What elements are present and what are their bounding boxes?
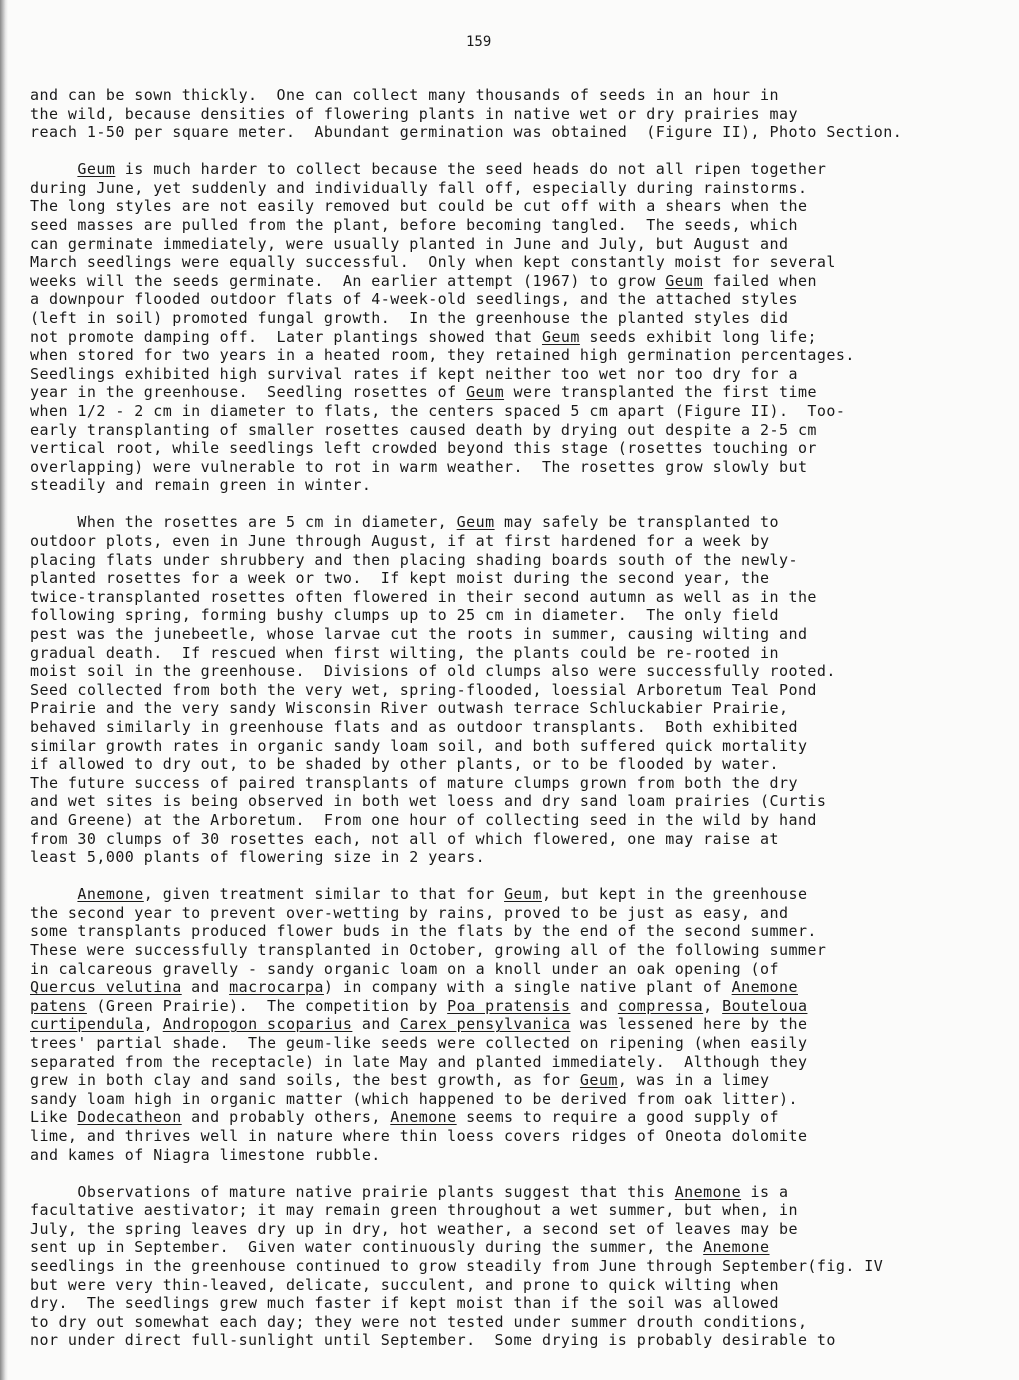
text-run: grew in both clay and sand soils, the best growth, as for [30, 1071, 580, 1090]
text-line [30, 1108, 1019, 1127]
text-run: was lessened here by the [570, 1015, 808, 1034]
underlined-term: Geum [665, 271, 704, 290]
paragraph [30, 160, 1019, 495]
text-line [30, 588, 1019, 607]
text-run: facultative aestivator; it may remain green throughout a wet summer, but when, in [30, 1201, 798, 1220]
text-run: These were successfully transplanted in October, growing all of the following summer [30, 941, 827, 960]
text-line [30, 253, 1019, 272]
text-run: and [570, 996, 618, 1015]
underlined-term: patens [30, 996, 87, 1015]
underlined-term: Geum [466, 383, 505, 402]
text-run: the second year to prevent over-wetting by rains, proved to be just as easy, and [30, 903, 789, 922]
text-line [30, 737, 1019, 756]
text-run: weeks will the seeds germinate. An earlier attempt (1967) to grow [30, 271, 666, 290]
text-line [30, 922, 1019, 941]
underlined-term: curtipendula [30, 1015, 144, 1034]
scan-page-edge [0, 0, 8, 1380]
text-run: gradual death. If rescued when first wilting, the plants could be re-rooted in [30, 643, 779, 662]
underlined-term: macrocarpa [229, 978, 324, 997]
underlined-term: Geum [456, 513, 495, 532]
underlined-term: Geum [541, 327, 580, 346]
text-line [30, 513, 1019, 532]
text-line [30, 1183, 1019, 1202]
text-line [30, 1015, 1019, 1034]
text-line [30, 755, 1019, 774]
text-line [30, 904, 1019, 923]
text-run: not promote damping off. Later plantings showed that [30, 327, 542, 346]
text-run: planted rosettes for a week or two. If kept moist during the second year, the [30, 569, 770, 588]
text-run: when 1/2 - 2 cm in diameter to flats, the centers spaced 5 cm apart (Figure II). Too- [30, 402, 846, 420]
text-line [30, 272, 1019, 291]
text-line [30, 774, 1019, 793]
text-run: Seed collected from both the very wet, spring-flooded, loessial Arboretum Teal Pond [30, 680, 817, 699]
text-line [30, 1331, 1019, 1350]
text-line [30, 1127, 1019, 1146]
underlined-term: Anemone [674, 1182, 742, 1201]
text-run: behaved similarly in greenhouse flats and as outdoor transplants. Both exhibited [30, 718, 798, 736]
text-run [30, 885, 77, 903]
text-run: when stored for two years in a heated room, they retained high germination percentages. [30, 346, 855, 365]
underlined-term: Anemone [731, 978, 798, 997]
text-run: early transplanting of smaller rosettes caused death by drying out despite a 2-5 cm [30, 420, 817, 439]
text-run: , given treatment similar to that for [143, 885, 505, 904]
text-line [30, 1071, 1019, 1090]
text-line [30, 625, 1019, 644]
text-run: in calcareous gravelly - sandy organic loam on a knoll under an oak opening (of [30, 959, 779, 978]
text-line [30, 1313, 1019, 1332]
text-run: and [181, 978, 230, 997]
text-line [30, 1201, 1019, 1220]
text-run: Prairie and the very sandy Wisconsin River outwash terrace Schluckabier Prairie, [30, 699, 789, 718]
text-line [30, 1053, 1019, 1072]
text-run: Observations of mature native prairie plants suggest that this [30, 1182, 675, 1201]
text-run: moist soil in the greenhouse. Divisions of old clumps also were successfully rooted. [30, 662, 836, 681]
text-run: reach 1-50 per square meter. Abundant germination was obtained (Figure II), Photo Section. [30, 123, 903, 142]
text-line [30, 439, 1019, 458]
text-line [30, 978, 1019, 997]
text-line [30, 569, 1019, 588]
text-line [30, 1220, 1019, 1239]
text-line [30, 179, 1019, 198]
text-run: following spring, forming bushy clumps up to 25 cm in diameter. The only field [30, 606, 779, 625]
text-line [30, 458, 1019, 477]
text-run: may safely be transplanted to [494, 513, 780, 532]
text-line [30, 160, 1019, 179]
text-run: lime, and thrives well in nature where thin loess covers ridges of Oneota dolomite [30, 1126, 808, 1145]
paragraph [30, 1183, 1019, 1350]
text-run: outdoor plots, even in June through August, if at first hardened for a week by [30, 532, 770, 551]
text-run: Like [30, 1108, 78, 1127]
text-line [30, 1090, 1019, 1109]
text-run: were transplanted the first time [504, 383, 817, 402]
text-run: and probably others, [181, 1108, 391, 1127]
text-run: is a [741, 1182, 789, 1201]
text-line [30, 402, 1019, 421]
text-line [30, 960, 1019, 979]
text-run: Seedlings exhibited high survival rates if kept neither too wet nor too dry for a [30, 364, 798, 383]
text-line [30, 123, 1019, 142]
text-line [30, 1238, 1019, 1257]
text-run: a downpour flooded outdoor flats of 4-week-old seedlings, and the attached styles [30, 290, 798, 309]
text-run: (Green Prairie). The competition by [86, 996, 448, 1015]
text-run: March seedlings were equally successful. Only when kept constantly moist for several [30, 253, 836, 272]
text-run: The long styles are not easily removed but could be cut off with a shears when the [30, 197, 808, 216]
text-run: failed when [703, 271, 817, 290]
text-line [30, 848, 1019, 867]
text-line [30, 365, 1019, 384]
underlined-term: Quercus velutina [30, 978, 182, 997]
text-line [30, 383, 1019, 402]
text-run: sandy loam high in organic matter (which happened to be derived from oak litter). [30, 1089, 798, 1108]
text-run: , [143, 1015, 163, 1034]
text-line [30, 885, 1019, 904]
text-run: , [703, 996, 723, 1015]
text-run: dry. The seedlings grew much faster if kept moist than if the soil was allowed [30, 1294, 779, 1313]
underlined-term: Carex pensylvanica [399, 1015, 571, 1034]
text-run: separated from the receptacle) in late May and planted immediately. Although they [30, 1052, 808, 1071]
underlined-term: Poa pratensis [447, 996, 571, 1015]
text-run: and can be sown thickly. One can collect many thousands of seeds in an hour in [30, 86, 779, 104]
text-line [30, 606, 1019, 625]
text-run: and kames of Niagra limestone rubble. [30, 1145, 381, 1164]
paragraph [30, 513, 1019, 866]
text-line [30, 792, 1019, 811]
text-run: if allowed to dry out, to be shaded by other plants, or to be flooded by water. [30, 755, 779, 774]
text-line [30, 346, 1019, 365]
text-run: steadily and remain green in winter. [30, 476, 372, 495]
text-run: is much harder to collect because the seed heads do not all ripen together [115, 160, 827, 179]
text-run: least 5,000 plants of flowering size in 2 years. [30, 848, 486, 867]
underlined-term: Geum [579, 1071, 618, 1090]
underlined-term: compressa [617, 996, 704, 1015]
text-line [30, 1276, 1019, 1295]
text-line [30, 476, 1019, 495]
text-run: similar growth rates in organic sandy loam soil, and both suffered quick mortality [30, 736, 808, 755]
text-line [30, 532, 1019, 551]
page-number: 159 [466, 34, 492, 50]
underlined-term: Anemone [390, 1108, 457, 1127]
text-line [30, 235, 1019, 254]
underlined-term: Geum [504, 885, 542, 904]
text-run: seedlings in the greenhouse continued to grow steadily from June through September(fig. IV [30, 1257, 884, 1276]
text-run: trees' partial shade. The geum-like seeds were collected on ripening (when easily [30, 1034, 808, 1052]
underlined-term: Geum [77, 160, 116, 179]
text-line [30, 644, 1019, 663]
body-text [30, 86, 1019, 1369]
text-line [30, 718, 1019, 737]
text-run: and Greene) at the Arboretum. From one hour of collecting seed in the wild by hand [30, 810, 817, 829]
text-run: twice-transplanted rosettes often flowered in their second autumn as well as in the [30, 587, 817, 606]
text-run: seeds exhibit long life; [579, 327, 817, 346]
text-run [30, 160, 77, 178]
text-run: , but kept in the greenhouse [542, 885, 808, 904]
text-line [30, 1034, 1019, 1053]
underlined-term: Andropogon scoparius [162, 1015, 353, 1034]
text-line [30, 421, 1019, 440]
text-line [30, 811, 1019, 830]
text-line [30, 1257, 1019, 1276]
text-line [30, 662, 1019, 681]
text-run: (left in soil) promoted fungal growth. In the greenhouse the planted styles did [30, 309, 789, 328]
text-line [30, 830, 1019, 849]
text-run: ) in company with a single native plant of [323, 978, 732, 997]
text-run: the wild, because densities of flowering plants in native wet or dry prairies may [30, 104, 798, 123]
text-line [30, 1294, 1019, 1313]
text-run: some transplants produced flower buds in the flats by the end of the second summer. [30, 922, 817, 941]
text-run: to dry out somewhat each day; they were not tested under summer drouth conditions, [30, 1312, 808, 1331]
text-run: but were very thin-leaved, delicate, succulent, and prone to quick wilting when [30, 1275, 779, 1294]
text-run: sent up in September. Given water continuously during the summer, the [30, 1238, 704, 1257]
text-run: July, the spring leaves dry up in dry, hot weather, a second set of leaves may be [30, 1219, 798, 1238]
text-line [30, 997, 1019, 1016]
text-run: The future success of paired transplants of mature clumps grown from both the dry [30, 773, 798, 792]
text-line [30, 290, 1019, 309]
text-run: and [352, 1015, 400, 1034]
text-run: can germinate immediately, were usually planted in June and July, but August and [30, 234, 789, 253]
underlined-term: Bouteloua [722, 996, 808, 1015]
paragraph [30, 86, 1019, 142]
text-line [30, 328, 1019, 347]
text-line [30, 105, 1019, 124]
text-line [30, 681, 1019, 700]
text-run: pest was the junebeetle, whose larvae cut the roots in summer, causing wilting and [30, 625, 808, 644]
underlined-term: Anemone [77, 885, 144, 904]
text-line [30, 699, 1019, 718]
text-run: year in the greenhouse. Seedling rosettes of [30, 383, 467, 402]
text-run: placing flats under shrubbery and then placing shading boards south of the newly- [30, 550, 798, 569]
text-run: from 30 clumps of 30 rosettes each, not all of which flowered, one may raise at [30, 829, 779, 848]
text-run: vertical root, while seedlings left crowded beyond this stage (rosettes touching or [30, 439, 817, 458]
text-run: seed masses are pulled from the plant, before becoming tangled. The seeds, which [30, 216, 798, 235]
text-line [30, 1146, 1019, 1165]
text-line [30, 309, 1019, 328]
text-run: When the rosettes are 5 cm in diameter, [30, 513, 457, 532]
text-line [30, 551, 1019, 570]
text-run: during June, yet suddenly and individually fall off, especially during rainstorms. [30, 178, 808, 197]
underlined-term: Anemone [703, 1238, 770, 1257]
text-line [30, 86, 1019, 105]
underlined-term: Dodecatheon [77, 1108, 182, 1127]
text-run: seems to require a good supply of [456, 1108, 780, 1127]
text-run: nor under direct full-sunlight until September. Some drying is probably desirable to [30, 1331, 836, 1350]
paragraph [30, 885, 1019, 1164]
text-run: and wet sites is being observed in both wet loess and dry sand loam prairies (Curtis [30, 792, 827, 811]
text-run: , was in a limey [617, 1071, 770, 1090]
text-run: overlapping) were vulnerable to rot in warm weather. The rosettes grow slowly but [30, 457, 808, 476]
text-line [30, 941, 1019, 960]
text-line [30, 197, 1019, 216]
text-line [30, 216, 1019, 235]
